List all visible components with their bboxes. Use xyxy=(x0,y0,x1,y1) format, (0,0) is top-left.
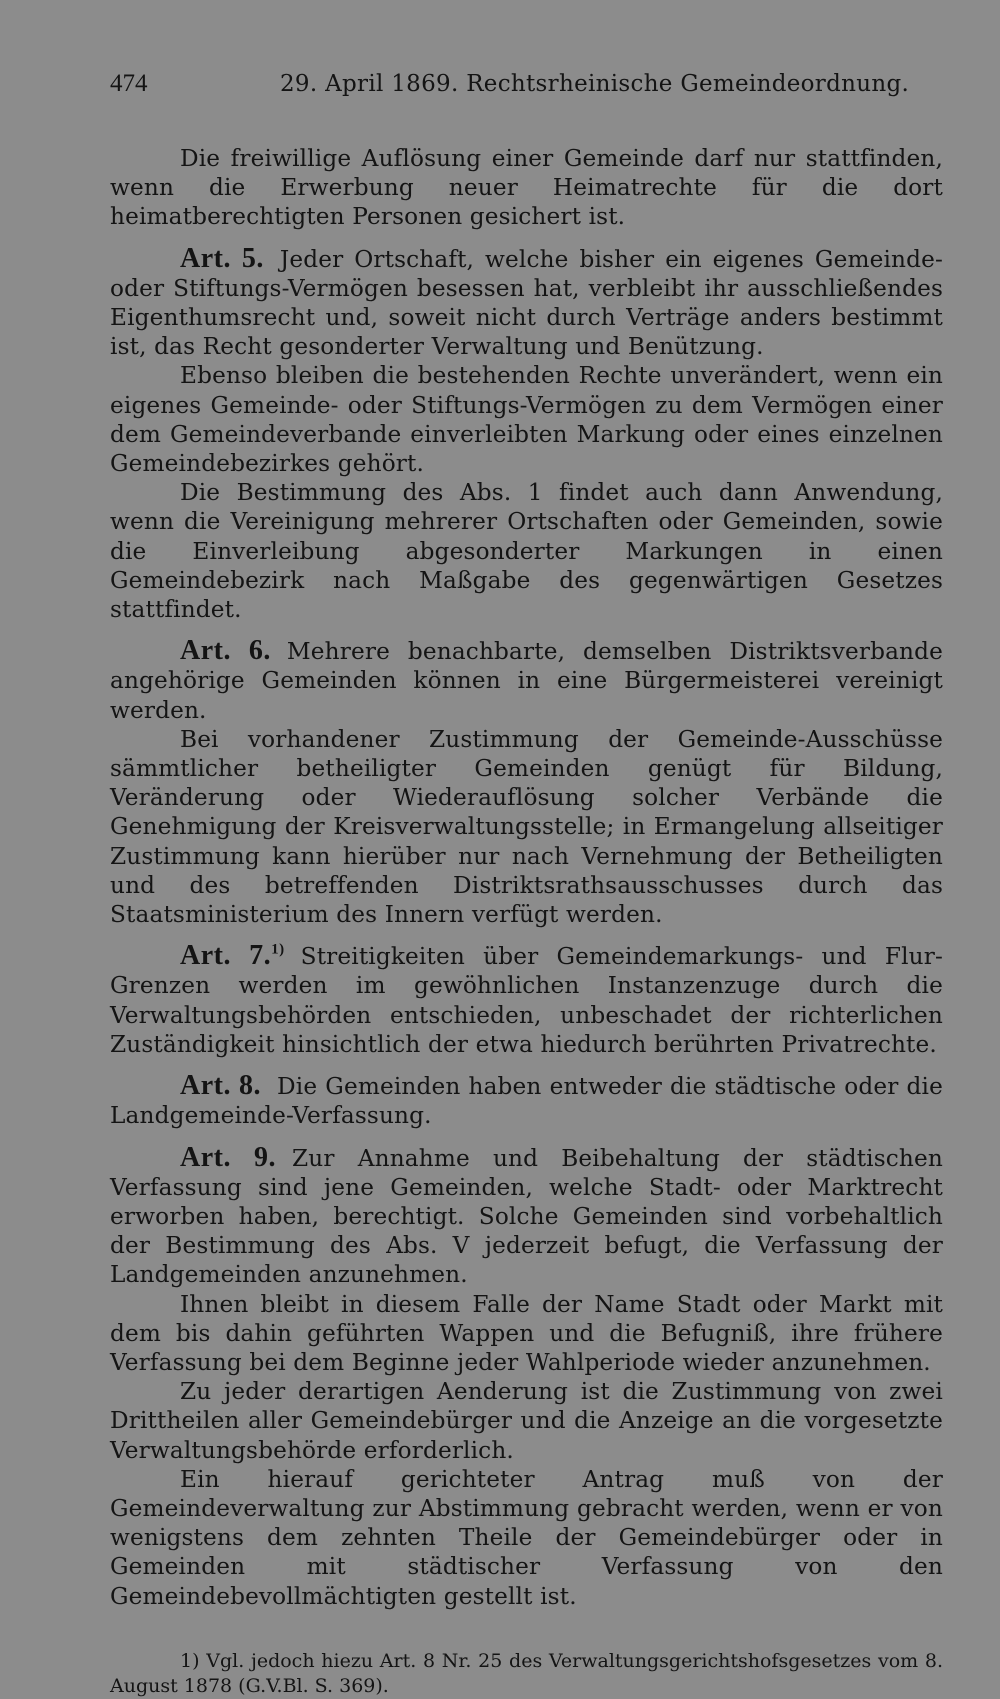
article-5-paragraph-3: Die Bestimmung des Abs. 1 findet auch dann Anwendung, wenn die Vereinigung mehrerer Ortschaften oder Gemeinden, sowie die Einverleibung abgesonderter Markungen in einen Gemeindebezirk nach Maßgabe des gegenwärtigen Gesetzes stattfindet. xyxy=(110,479,943,624)
footnote-1-mark: 1) xyxy=(180,1649,200,1672)
page-header xyxy=(110,70,943,98)
running-title: 29. April 1869. Rechtsrheinische Gemeindeordnung. xyxy=(280,71,910,97)
footnote-1-text: Vgl. jedoch hiezu Art. 8 Nr. 25 des Verwaltungsgerichtshofsgesetzes vom 8. August 1878 (G.V.Bl. S. 369). xyxy=(110,1649,943,1697)
article-9-paragraph-3: Zu jeder derartigen Aenderung ist die Zustimmung von zwei Drittheilen aller Gemeindebürger und die Anzeige an die vorgesetzte Verwaltungsbehörde erforderlich. xyxy=(110,1378,943,1464)
article-7-label xyxy=(180,940,285,971)
footnotes xyxy=(110,1649,943,1699)
article-6-label: Art. 6. xyxy=(180,635,271,667)
article-7-text-1: Streitigkeiten über Gemeindemarkungs- und Flur-Grenzen werden im gewöhnlichen Instanzenzuge durch die Verwaltungsbehörden entschieden, unbeschadet der richterlichen Zuständigkeit hinsichtlich der etwa hiedurch berührten Privatrechte. xyxy=(110,943,943,1058)
article-6-paragraph-2: Bei vorhandener Zustimmung der Gemeinde-Ausschüsse sämmtlicher betheiligter Gemeinden genügt für Bildung, Veränderung oder Wiederauflösung solcher Verbände die Genehmigung der Kreisverwaltungsstelle; in Ermangelung allseitiger Zustimmung kann hierüber nur nach Vernehmung der Betheiligten und des betreffenden Distriktsrathsausschusses durch das Staatsministerium des Innern verfügt werden. xyxy=(110,725,943,929)
footnote-1 xyxy=(110,1649,943,1699)
article-9-paragraph-2: Ihnen bleibt in diesem Falle der Name Stadt oder Markt mit dem bis dahin geführten Wappen und die Befugniß, ihre frühere Verfassung bei dem Beginne jeder Wahlperiode wieder anzunehmen. xyxy=(110,1290,943,1376)
article-7-label-text: Art. 7. xyxy=(180,940,272,972)
article-5-paragraph-2: Ebenso bleiben die bestehenden Rechte unverändert, wenn ein eigenes Gemeinde- oder Stiftungs-Vermögen zu dem Vermögen einer dem Gemeindeverbande einverleibten Markung oder eines einzelnen Gemeindebezirkes gehört. xyxy=(110,362,943,478)
article-7-paragraph-1 xyxy=(110,941,943,1059)
article-9-paragraph-1 xyxy=(110,1143,943,1290)
article-9-paragraph-4: Ein hierauf gerichteter Antrag muß von der Gemeindeverwaltung zur Abstimmung gebracht werden, wenn er von wenigstens dem zehnten Theile der Gemeindebürger oder in Gemeinden mit städtischer Verfassung von den Gemeindebevollmächtigten gestellt ist. xyxy=(110,1465,943,1610)
article-9-label: Art. 9. xyxy=(180,1141,277,1173)
page-number: 474 xyxy=(110,70,148,97)
document-page xyxy=(110,70,943,1699)
article-5-text-1: Jeder Ortschaft, welche bisher ein eigenes Gemeinde- oder Stiftungs-Vermögen besessen hat, verbleibt ihr ausschließendes Eigenthumsrecht und, soweit nicht durch Verträge anders bestimmt ist, das Recht gesonderter Verwaltung und Benützung. xyxy=(110,245,943,361)
intro-paragraph: Die freiwillige Auflösung einer Gemeinde darf nur stattfinden, wenn die Erwerbung neuer Heimatrechte für die dort heimatberechtigten Personen gesichert ist. xyxy=(110,145,943,231)
article-6-text-1: Mehrere benachbarte, demselben Distriktsverbande angehörige Gemeinden können in eine Bürgermeisterei vereinigt werden. xyxy=(110,638,943,724)
article-6-paragraph-1 xyxy=(110,636,943,725)
article-8-text-1: Die Gemeinden haben entweder die städtische oder die Landgemeinde-Verfassung. xyxy=(110,1073,943,1130)
article-9-text-1: Zur Annahme und Beibehaltung der städtischen Verfassung sind jene Gemeinden, welche Stadt- oder Marktrecht erworben haben, berechtigt. Solche Gemeinden sind vorbehaltlich der Bestimmung des Abs. V jederzeit befugt, die Verfassung der Landgemeinden anzunehmen. xyxy=(110,1144,943,1289)
footnote-reference: 1) xyxy=(271,941,285,958)
article-5-paragraph-1 xyxy=(110,244,943,362)
article-5-label: Art. 5. xyxy=(180,242,264,274)
article-8-paragraph-1 xyxy=(110,1071,943,1130)
article-8-label: Art. 8. xyxy=(180,1070,262,1102)
